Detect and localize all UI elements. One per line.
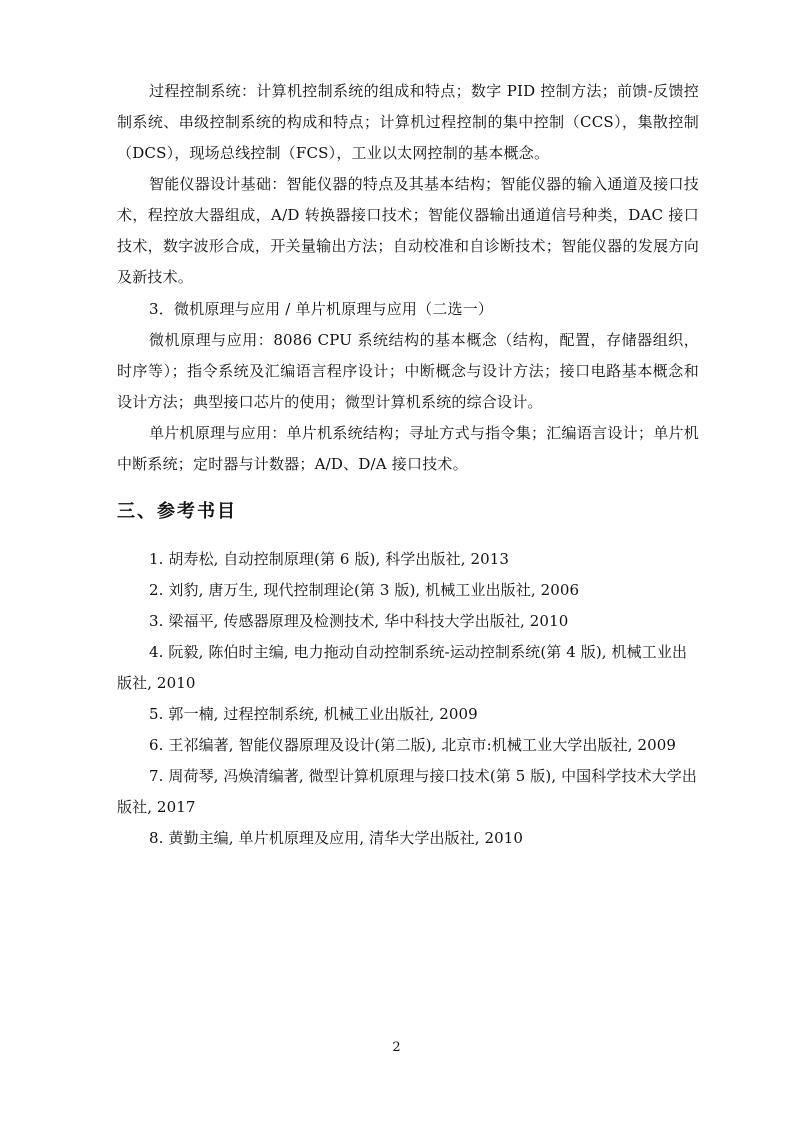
references-heading: 三、参考书目 [117, 501, 237, 522]
reference-item-3: 3. 梁福平, 传感器原理及检测技术, 华中科技大学出版社, 2010 [149, 612, 569, 630]
reference-item-1: 1. 胡寿松, 自动控制原理(第 6 版), 科学出版社, 2013 [149, 550, 510, 568]
page-number: 2 [392, 1040, 401, 1055]
references-list [117, 544, 699, 854]
reference-item-7: 7. 周荷琴, 冯焕清编著, 微型计算机原理与接口技术(第 5 版), 中国科学技术大学出版社, 2017 [117, 767, 697, 816]
reference-item-5: 5. 郭一楠, 过程控制系统, 机械工业出版社, 2009 [149, 705, 478, 723]
item-3-title: 3．微机原理与应用 / 单片机原理与应用（二选一） [149, 300, 494, 318]
paragraph-mcu: 单片机原理与应用：单片机系统结构；寻址方式与指令集；汇编语言设计；单片机中断系统；定时器与计数器；A/D、D/A 接口技术。 [117, 424, 699, 473]
reference-item-8: 8. 黄勤主编, 单片机原理及应用, 清华大学出版社, 2010 [149, 829, 524, 847]
reference-item-6: 6. 王祁编著, 智能仪器原理及设计(第二版), 北京市:机械工业大学出版社, 2009 [149, 736, 677, 754]
paragraph-intelligent-instrument: 智能仪器设计基础：智能仪器的特点及其基本结构；智能仪器的输入通道及接口技术，程控放大器组成，A/D 转换器接口技术；智能仪器输出通道信号种类，DAC 接口技术，数字波形合成，开关量输出方法；自动校准和自诊断技术；智能仪器的发展方向及新技术。 [117, 175, 699, 286]
reference-item-2: 2. 刘豹, 唐万生, 现代控制理论(第 3 版), 机械工业出版社, 2006 [149, 581, 580, 599]
paragraph-microcomputer: 微机原理与应用：8086 CPU 系统结构的基本概念（结构，配置，存储器组织，时序等）；指令系统及汇编语言程序设计；中断概念与设计方法；接口电路基本概念和设计方法；典型接口芯片的使用；微型计算机系统的综合设计。 [117, 331, 699, 411]
paragraph-process-control: 过程控制系统：计算机控制系统的组成和特点；数字 PID 控制方法；前馈-反馈控制系统、串级控制系统的构成和特点；计算机过程控制的集中控制（CCS），集散控制（DCS），现场总线控制（FCS），工业以太网控制的基本概念。 [117, 82, 699, 162]
reference-item-4: 4. 阮毅, 陈伯时主编, 电力拖动自动控制系统-运动控制系统(第 4 版), 机械工业出版社, 2010 [117, 643, 688, 692]
